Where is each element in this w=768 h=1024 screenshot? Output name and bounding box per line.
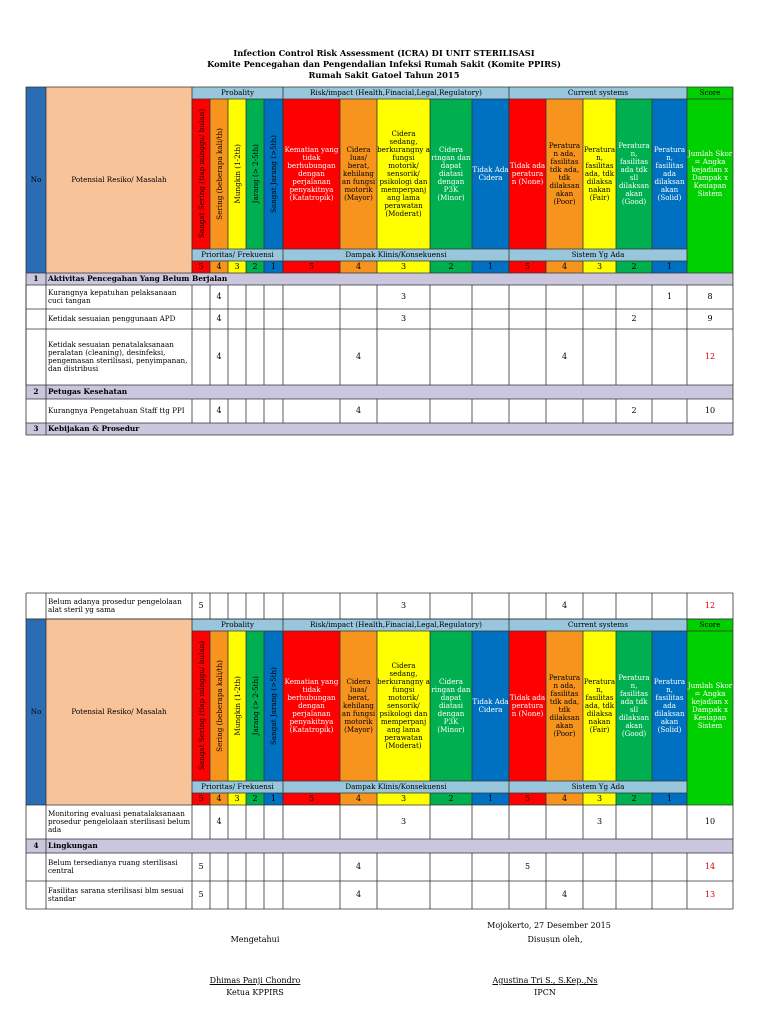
t2-prob-item-2-text: Mungkin (1-2th) — [232, 676, 242, 736]
t1-row2-current-value: 4 — [561, 351, 568, 361]
t1-current-item-2: Peratura n, fasilitas ada, tdk dilaksa nakan (Fair) — [583, 99, 616, 249]
t2-row0-prob-value: 4 — [216, 816, 222, 826]
t2-risk-num-1: 4 — [340, 793, 377, 805]
t2-current-item-4: Peratura n, fasilitas ada dilaksan akan (Solid) — [652, 631, 687, 781]
t1-sistem-label: Sistem Yg Ada — [509, 249, 687, 261]
t2-current-num-3: 2 — [616, 793, 652, 805]
t1-prob-num-0: 5 — [192, 261, 210, 273]
t2-row0-current-value: 3 — [596, 816, 603, 826]
t2-current-num-0: 5 — [509, 793, 546, 805]
t2-row0-problem-text: Monitoring evaluasi penatalaksanaan prosedur pengelolaan sterilisasi belum ada — [48, 808, 191, 835]
t2-risk-item-0: Kematian yang tidak berhubungan dengan perjalanan penyakitnya (Katatropik) — [283, 631, 340, 781]
t1-row1-risk-value: 3 — [400, 313, 407, 323]
t2-header-no: No — [26, 619, 46, 805]
t2-prob-item-2 — [228, 631, 246, 781]
t1-header-score: Score — [687, 87, 733, 99]
t2-prob-item-0-text: Sangat Sering (tiap minggu/ bulan) — [196, 641, 206, 771]
disusun-label: Disusun oleh, — [527, 935, 583, 944]
t1-row0-problem-text: Kurangnya kepatuhan pelaksanaan cuci tangan — [48, 287, 177, 305]
t1-risk-item-1: Cidera luas/ berat, kehilang an fungsi motorik (Mayor) — [340, 99, 377, 249]
t1-s1-section-label: Petugas Kesehatan — [48, 386, 128, 396]
t1-s0-section-label: Aktivitas Pencegahan Yang Belum Berjalan — [48, 273, 228, 283]
t2-top-risk-value: 3 — [400, 600, 407, 610]
t1-row0-score-value: 8 — [707, 291, 713, 301]
t2-risk-item-4: Tidak Ada Cidera — [472, 631, 509, 781]
t2-row0-score-value: 10 — [704, 816, 716, 826]
document-subtitle-committee: Komite Pencegahan dan Pengendalian Infeksi Rumah Sakit (Komite PPIRS) — [207, 59, 561, 69]
t1-prob-item-0-text: Sangat Sering (tiap minggu/ bulan) — [196, 109, 206, 239]
left-signer-name: Dhimas Panji Chondro — [209, 976, 301, 985]
t1-risk-num-2: 3 — [377, 261, 430, 273]
t2-prob-num-1: 4 — [210, 793, 228, 805]
t2-risk-num-0: 5 — [283, 793, 340, 805]
t1-header-probality: Probality — [192, 87, 283, 99]
t2-prioritas-label: Prioritas/ Frekuensi — [192, 781, 283, 793]
t2-prob-item-3 — [246, 631, 264, 781]
t1-s1-section-no: 2 — [33, 386, 39, 396]
t2-header-current: Current systems — [509, 619, 687, 631]
t1-current-num-1: 4 — [546, 261, 583, 273]
t2-top-problem-text: Belum adanya prosedur pengelolaan alat steril yg sama — [48, 596, 182, 614]
t2-s0-section-label: Lingkungan — [48, 840, 98, 850]
place-date: Mojokerto, 27 Desember 2015 — [487, 921, 611, 930]
t1-current-item-1: Peratura n ada, fasilitas tdk ada, tdk dilaksan akan (Poor) — [546, 99, 583, 249]
t1-row3-risk-value: 4 — [355, 405, 362, 415]
t2-top-prob-value: 5 — [198, 600, 204, 610]
t2-row1-current-value: 5 — [524, 861, 531, 871]
t1-row0-current-value: 1 — [666, 291, 673, 301]
t1-row2-prob-value: 4 — [216, 351, 222, 361]
t1-prob-item-1 — [210, 99, 228, 249]
t2-header-score: Score — [687, 619, 733, 631]
t2-row2-prob-value: 5 — [198, 889, 204, 899]
t1-prob-item-1-text: Sering (beberapa kali/th) — [214, 128, 224, 220]
t1-risk-item-2: Cidera sedang, berkurangny a fungsi motorik/ sensorik/ psikologi dan memperpanj ang lama perawatan (Moderat) — [377, 99, 430, 249]
t1-prob-num-4: 1 — [264, 261, 283, 273]
t1-prob-item-3-text: Jarang (> 2-5th) — [250, 144, 260, 204]
t1-row3-current-value: 2 — [631, 405, 637, 415]
t2-header-probality: Probality — [192, 619, 283, 631]
t2-score-desc: Jumlah Skor = Angka kejadian x Dampak x Kesiapan Sistem — [687, 631, 733, 781]
t2-header-potensial: Potensial Resiko/ Masalah — [46, 619, 192, 805]
t1-prob-item-2-text: Mungkin (1-2th) — [232, 144, 242, 204]
t2-prob-num-2: 3 — [228, 793, 246, 805]
t1-row1-prob-value: 4 — [216, 313, 222, 323]
t1-risk-num-0: 5 — [283, 261, 340, 273]
t2-prob-item-3-text: Jarang (> 2-5th) — [250, 676, 260, 736]
t2-prob-num-4: 1 — [264, 793, 283, 805]
t2-risk-item-3: Cidera ringan dan dapat diatasi dengan P3K (Minor) — [430, 631, 472, 781]
t2-prob-num-0: 5 — [192, 793, 210, 805]
t1-header-current: Current systems — [509, 87, 687, 99]
t1-row0-risk-value: 3 — [400, 291, 407, 301]
t2-s0-section-no: 4 — [33, 840, 39, 850]
t1-row3-problem-text: Kurangnya Pengetahuan Staff ttg PPI — [48, 405, 185, 415]
t1-prob-item-2 — [228, 99, 246, 249]
t1-risk-num-3: 2 — [430, 261, 472, 273]
t2-risk-num-4: 1 — [472, 793, 509, 805]
t2-current-num-2: 3 — [583, 793, 616, 805]
t2-row2-risk-value: 4 — [355, 889, 362, 899]
t1-current-num-3: 2 — [616, 261, 652, 273]
right-signer-name: Agustina Tri S., S.Kep.,Ns — [492, 976, 598, 985]
t2-row2-current-value: 4 — [561, 889, 568, 899]
t1-header-no: No — [26, 87, 46, 273]
t1-current-num-0: 5 — [509, 261, 546, 273]
t2-risk-num-3: 2 — [430, 793, 472, 805]
t1-score-blank — [687, 249, 733, 273]
t1-current-item-3: Peratura n, fasilitas ada tdk sll dilaksan akan (Good) — [616, 99, 652, 249]
t1-s2-section-label: Kebijakan & Prosedur — [48, 423, 140, 433]
t1-prob-item-0 — [192, 99, 210, 249]
t2-row2-problem-text: Fasilitas sarana sterilisasi blm sesuai standar — [48, 885, 184, 903]
right-signer-role: IPCN — [534, 988, 556, 997]
t2-current-num-4: 1 — [652, 793, 687, 805]
t2-current-item-2: Peratura n, fasilitas ada, tdk dilaksa nakan (Fair) — [583, 631, 616, 781]
t2-current-item-1: Peratura n ada, fasilitas tdk ada, tdk dilaksan akan (Poor) — [546, 631, 583, 781]
t1-risk-num-1: 4 — [340, 261, 377, 273]
t2-row1-prob-value: 5 — [198, 861, 204, 871]
t1-row3-score-value: 10 — [704, 405, 716, 415]
t2-prob-num-3: 2 — [246, 793, 264, 805]
t1-row1-problem-text: Ketidak sesuaian penggunaan APD — [48, 313, 176, 323]
t1-row2-problem-text: Ketidak sesuaian penatalaksanaan peralatan (cleaning), desinfeksi, pengemasan sterilisasi, penyimpanan, dan distribusi — [48, 339, 188, 374]
t1-row2-score-value: 12 — [704, 351, 716, 361]
t2-risk-item-1: Cidera luas/ berat, kehilang an fungsi motorik (Mayor) — [340, 631, 377, 781]
t2-risk-item-2: Cidera sedang, berkurangny a fungsi motorik/ sensorik/ psikologi dan memperpanj ang lama perawatan (Moderat) — [377, 631, 430, 781]
document-subtitle-hospital: Rumah Sakit Gatoel Tahun 2015 — [308, 70, 460, 80]
t1-row0-prob-value: 4 — [216, 291, 222, 301]
t2-row1-risk-value: 4 — [355, 861, 362, 871]
t2-prob-item-4 — [264, 631, 283, 781]
t1-risk-item-3: Cidera ringan dan dapat diatasi dengan P3K (Minor) — [430, 99, 472, 249]
t1-prioritas-label: Prioritas/ Frekuensi — [192, 249, 283, 261]
document-title: Infection Control Risk Assessment (ICRA) DI UNIT STERILISASI — [233, 48, 535, 58]
t1-risk-num-4: 1 — [472, 261, 509, 273]
t1-row2-risk-value: 4 — [355, 351, 362, 361]
t1-header-risk: Risk/impact (Health,Finacial,Legal,Regulatory) — [283, 87, 509, 99]
mengetahui-label: Mengetahui — [230, 935, 280, 944]
t2-dampak-label: Dampak Klinis/Konsekuensi — [283, 781, 509, 793]
t1-current-item-0: Tidak ada peratura n (None) — [509, 99, 546, 249]
t1-score-desc: Jumlah Skor = Angka kejadian x Dampak x Kesiapan Sistem — [687, 99, 733, 249]
t1-risk-item-0: Kematian yang tidak berhubungan dengan perjalanan penyakitnya (Katatropik) — [283, 99, 340, 249]
t1-risk-item-4: Tidak Ada Cidera — [472, 99, 509, 249]
t2-prob-item-4-text: Sangat Jarang (>5th) — [269, 666, 278, 746]
t1-prob-item-4 — [264, 99, 283, 249]
t2-risk-num-2: 3 — [377, 793, 430, 805]
t1-prob-num-1: 4 — [210, 261, 228, 273]
t1-row1-score-value: 9 — [707, 313, 713, 323]
t1-current-num-4: 1 — [652, 261, 687, 273]
t2-header-risk: Risk/impact (Health,Finacial,Legal,Regulatory) — [283, 619, 509, 631]
t1-prob-num-2: 3 — [228, 261, 246, 273]
t1-prob-item-4-text: Sangat Jarang (>5th) — [269, 134, 278, 214]
t2-top-score-value: 12 — [704, 600, 716, 610]
t1-current-num-2: 3 — [583, 261, 616, 273]
t1-prob-num-3: 2 — [246, 261, 264, 273]
t2-current-item-0: Tidak ada peratura n (None) — [509, 631, 546, 781]
t1-row3-prob-value: 4 — [216, 405, 222, 415]
t2-row0-risk-value: 3 — [400, 816, 407, 826]
t2-sistem-label: Sistem Yg Ada — [509, 781, 687, 793]
t1-prob-item-3 — [246, 99, 264, 249]
t2-score-blank — [687, 781, 733, 805]
t2-current-num-1: 4 — [546, 793, 583, 805]
t2-prob-item-1 — [210, 631, 228, 781]
t2-current-item-3: Peratura n, fasilitas ada tdk sll dilaksan akan (Good) — [616, 631, 652, 781]
t2-row1-score-value: 14 — [704, 861, 716, 871]
t2-row1-problem-text: Belum tersedianya ruang sterilisasi central — [48, 857, 178, 875]
t1-s2-section-no: 3 — [33, 423, 39, 433]
t1-current-item-4: Peratura n, fasilitas ada dilaksan akan (Solid) — [652, 99, 687, 249]
t2-prob-item-1-text: Sering (beberapa kali/th) — [214, 660, 224, 752]
left-signer-role: Ketua KPPIRS — [226, 988, 284, 997]
t1-header-potensial: Potensial Resiko/ Masalah — [46, 87, 192, 273]
t2-prob-item-0 — [192, 631, 210, 781]
t2-row2-score-value: 13 — [704, 889, 716, 899]
t2-top-current-value: 4 — [561, 600, 568, 610]
t1-dampak-label: Dampak Klinis/Konsekuensi — [283, 249, 509, 261]
t1-s0-section-no: 1 — [33, 273, 39, 283]
t1-row1-current-value: 2 — [631, 313, 637, 323]
